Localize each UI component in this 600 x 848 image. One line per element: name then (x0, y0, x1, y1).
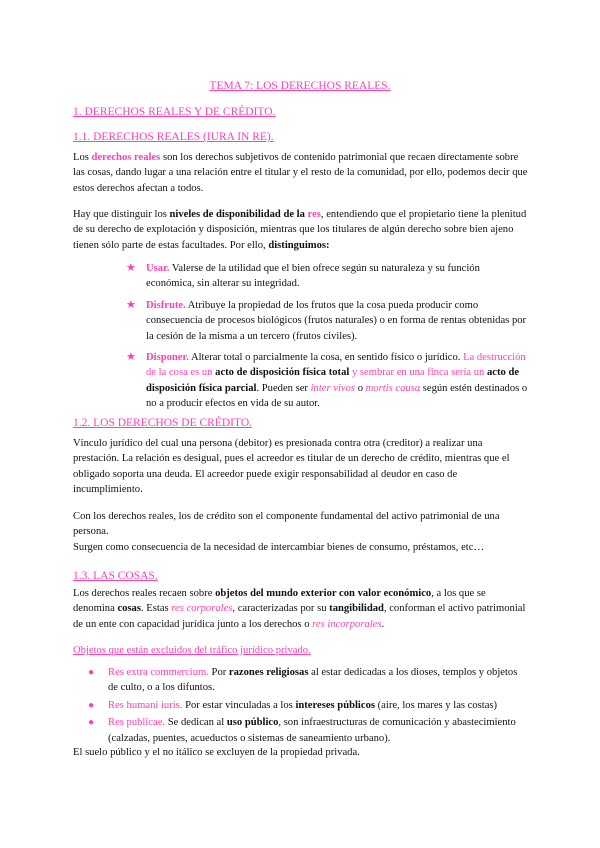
term-disposicion-parcial: acto de disposición física parcial (146, 367, 520, 394)
facultades-list (126, 261, 528, 418)
item-text: Por (208, 667, 229, 678)
item-text: Alterar total o parcialmente la cosa, en sentido físico o jurídico. (188, 352, 464, 364)
item-text: Se dedican al (165, 717, 227, 729)
paragraph-credito-3: Surgen como consecuencia de la necesidad de intercambiar bienes de consumo, préstamos, etc… (73, 542, 485, 553)
section-heading-1-1: 1.1. DERECHOS REALES (IURA IN RE). (73, 131, 274, 143)
star-icon: ★ (126, 262, 136, 274)
term-res-corporales: res corporales (171, 603, 233, 615)
text-run: Los derechos reales recaen sobre (73, 588, 216, 599)
list-item-extra-commercium (88, 665, 528, 696)
item-text: Valerse de la utilidad que el bien ofrece según su naturaleza y su función económica, sin alterar su integridad. (146, 263, 480, 290)
list-item-usar (126, 261, 528, 292)
term-distinguimos: distinguimos: (268, 239, 330, 251)
term-mortis-causa: mortis causa (365, 382, 421, 394)
text-run: . (381, 618, 385, 630)
paragraph-niveles (73, 207, 529, 253)
item-bold: intereses públicos (295, 699, 375, 711)
list-item-disfrute (126, 298, 528, 344)
item-text: (aire, los mares y las costas) (375, 699, 498, 711)
text-run: Los (73, 152, 92, 163)
item-label: Res extra commercium. (108, 667, 209, 678)
term-objetos: objetos del mundo exterior con valor económico (215, 588, 432, 599)
term-res: res (307, 209, 321, 220)
term-disposicion-total: acto de disposición física total (215, 367, 350, 379)
star-icon: ★ (126, 351, 136, 364)
item-label: Disfrute. (146, 299, 186, 311)
section-heading-1-3: 1.3. LAS COSAS. (73, 570, 158, 582)
item-text-pink: La destrucción de la cosa es un (146, 352, 526, 379)
item-bold: uso público (226, 717, 279, 729)
item-label: Res humani iuris. (108, 699, 183, 711)
item-text: . Pueden ser (256, 382, 311, 394)
bullet-icon: ● (88, 717, 95, 729)
term-derechos-reales: derechos reales (91, 152, 161, 163)
item-text: o (355, 382, 366, 394)
paragraph-cosas (73, 586, 529, 632)
bullet-icon: ● (88, 667, 95, 678)
text-run: , conforman el activo patrimonial de un ente con capacidad jurídica junto a los derechos o (73, 603, 526, 630)
text-run: Hay que distinguir los (73, 209, 170, 220)
paragraph-derechos-reales (73, 150, 529, 196)
bullet-icon: ● (88, 699, 95, 711)
text-run: son los derechos subjetivos de contenido patrimonial que recaen directamente sobre las cosas, dando lugar a una relación entre el titular y el resto de la comunidad, por ello, podemos decir que estos derechos afectan a todos. (73, 152, 528, 194)
item-bold: razones religiosas (228, 667, 309, 678)
term-cosas: cosas (117, 603, 141, 615)
document-title: TEMA 7: LOS DERECHOS REALES. (209, 80, 391, 92)
paragraph-credito-1: Vínculo jurídico del cual una persona (debitor) es presionada contra otra (creditor) a realizar una prestación. La relación es desigual, pues el acreedor es titular de un derecho de crédito, mientras que el obligado soporta una deuda. El acreedor puede exigir responsabilidad al deudor en caso de incumplimiento. (73, 438, 510, 496)
item-text: Por estar vinculadas a los (182, 699, 296, 711)
star-icon: ★ (126, 298, 136, 311)
text-run: , caracterizadas por su (232, 603, 330, 615)
item-text: Atribuye la propiedad de los frutos que la cosa pueda producir como consecuencia de procesos biológicos (frutos naturales) o en forma de rentas obtenidas por la cesión de la misma a un tercero (frutos civiles). (146, 299, 527, 342)
section-heading-1-2: 1.2. LOS DERECHOS DE CRÉDITO. (73, 417, 253, 429)
text-run: . Estas (140, 603, 172, 615)
list-item-humani-iuris (88, 698, 528, 713)
term-niveles: niveles de disponibilidad de la (169, 209, 308, 220)
term-inter-vivos: inter vivos (310, 382, 356, 394)
list-item-publicae (88, 715, 528, 746)
section-heading-1: 1. DERECHOS REALES Y DE CRÉDITO. (73, 106, 276, 118)
item-label: Res publicae. (108, 717, 166, 729)
term-res-incorporales: res incorporales (312, 618, 382, 630)
term-tangibilidad: tangibilidad (329, 603, 384, 615)
paragraph-closing: El suelo público y el no itálico se excluyen de la propiedad privada. (73, 747, 360, 758)
paragraph-credito-2: Con los derechos reales, los de crédito son el componente fundamental del activo patrimonial de una persona. (73, 511, 500, 538)
list-item-disponer (126, 350, 528, 412)
subheading-excluidos: Objetos que están excluidos del tráfico jurídico privado. (73, 645, 311, 656)
item-text: , son infraestructuras de comunicación y abastecimiento (calzadas, puentes, acueductos o sistemas de saneamiento urbano). (108, 717, 516, 744)
text-run: , a los que se denomina (73, 588, 486, 615)
item-text: según estén destinados o no a producir efectos en vida de su autor. (146, 382, 528, 410)
excluded-objects-list (88, 665, 528, 748)
item-label: Disponer. (146, 352, 189, 364)
item-text: al estar dedicadas a los dioses, templos y objetos de culto, o a los difuntos. (108, 667, 518, 694)
text-run: , entendiendo que el propietario tiene la plenitud de su derecho de explotación y disposición, mientras que los titulares de algún derecho sobre bien ajeno tienen sólo parte de estas facultades. Por ello, (73, 209, 527, 251)
item-text-pink: y sembrar en una finca sería un (349, 367, 487, 379)
item-label: Usar. (146, 263, 170, 274)
